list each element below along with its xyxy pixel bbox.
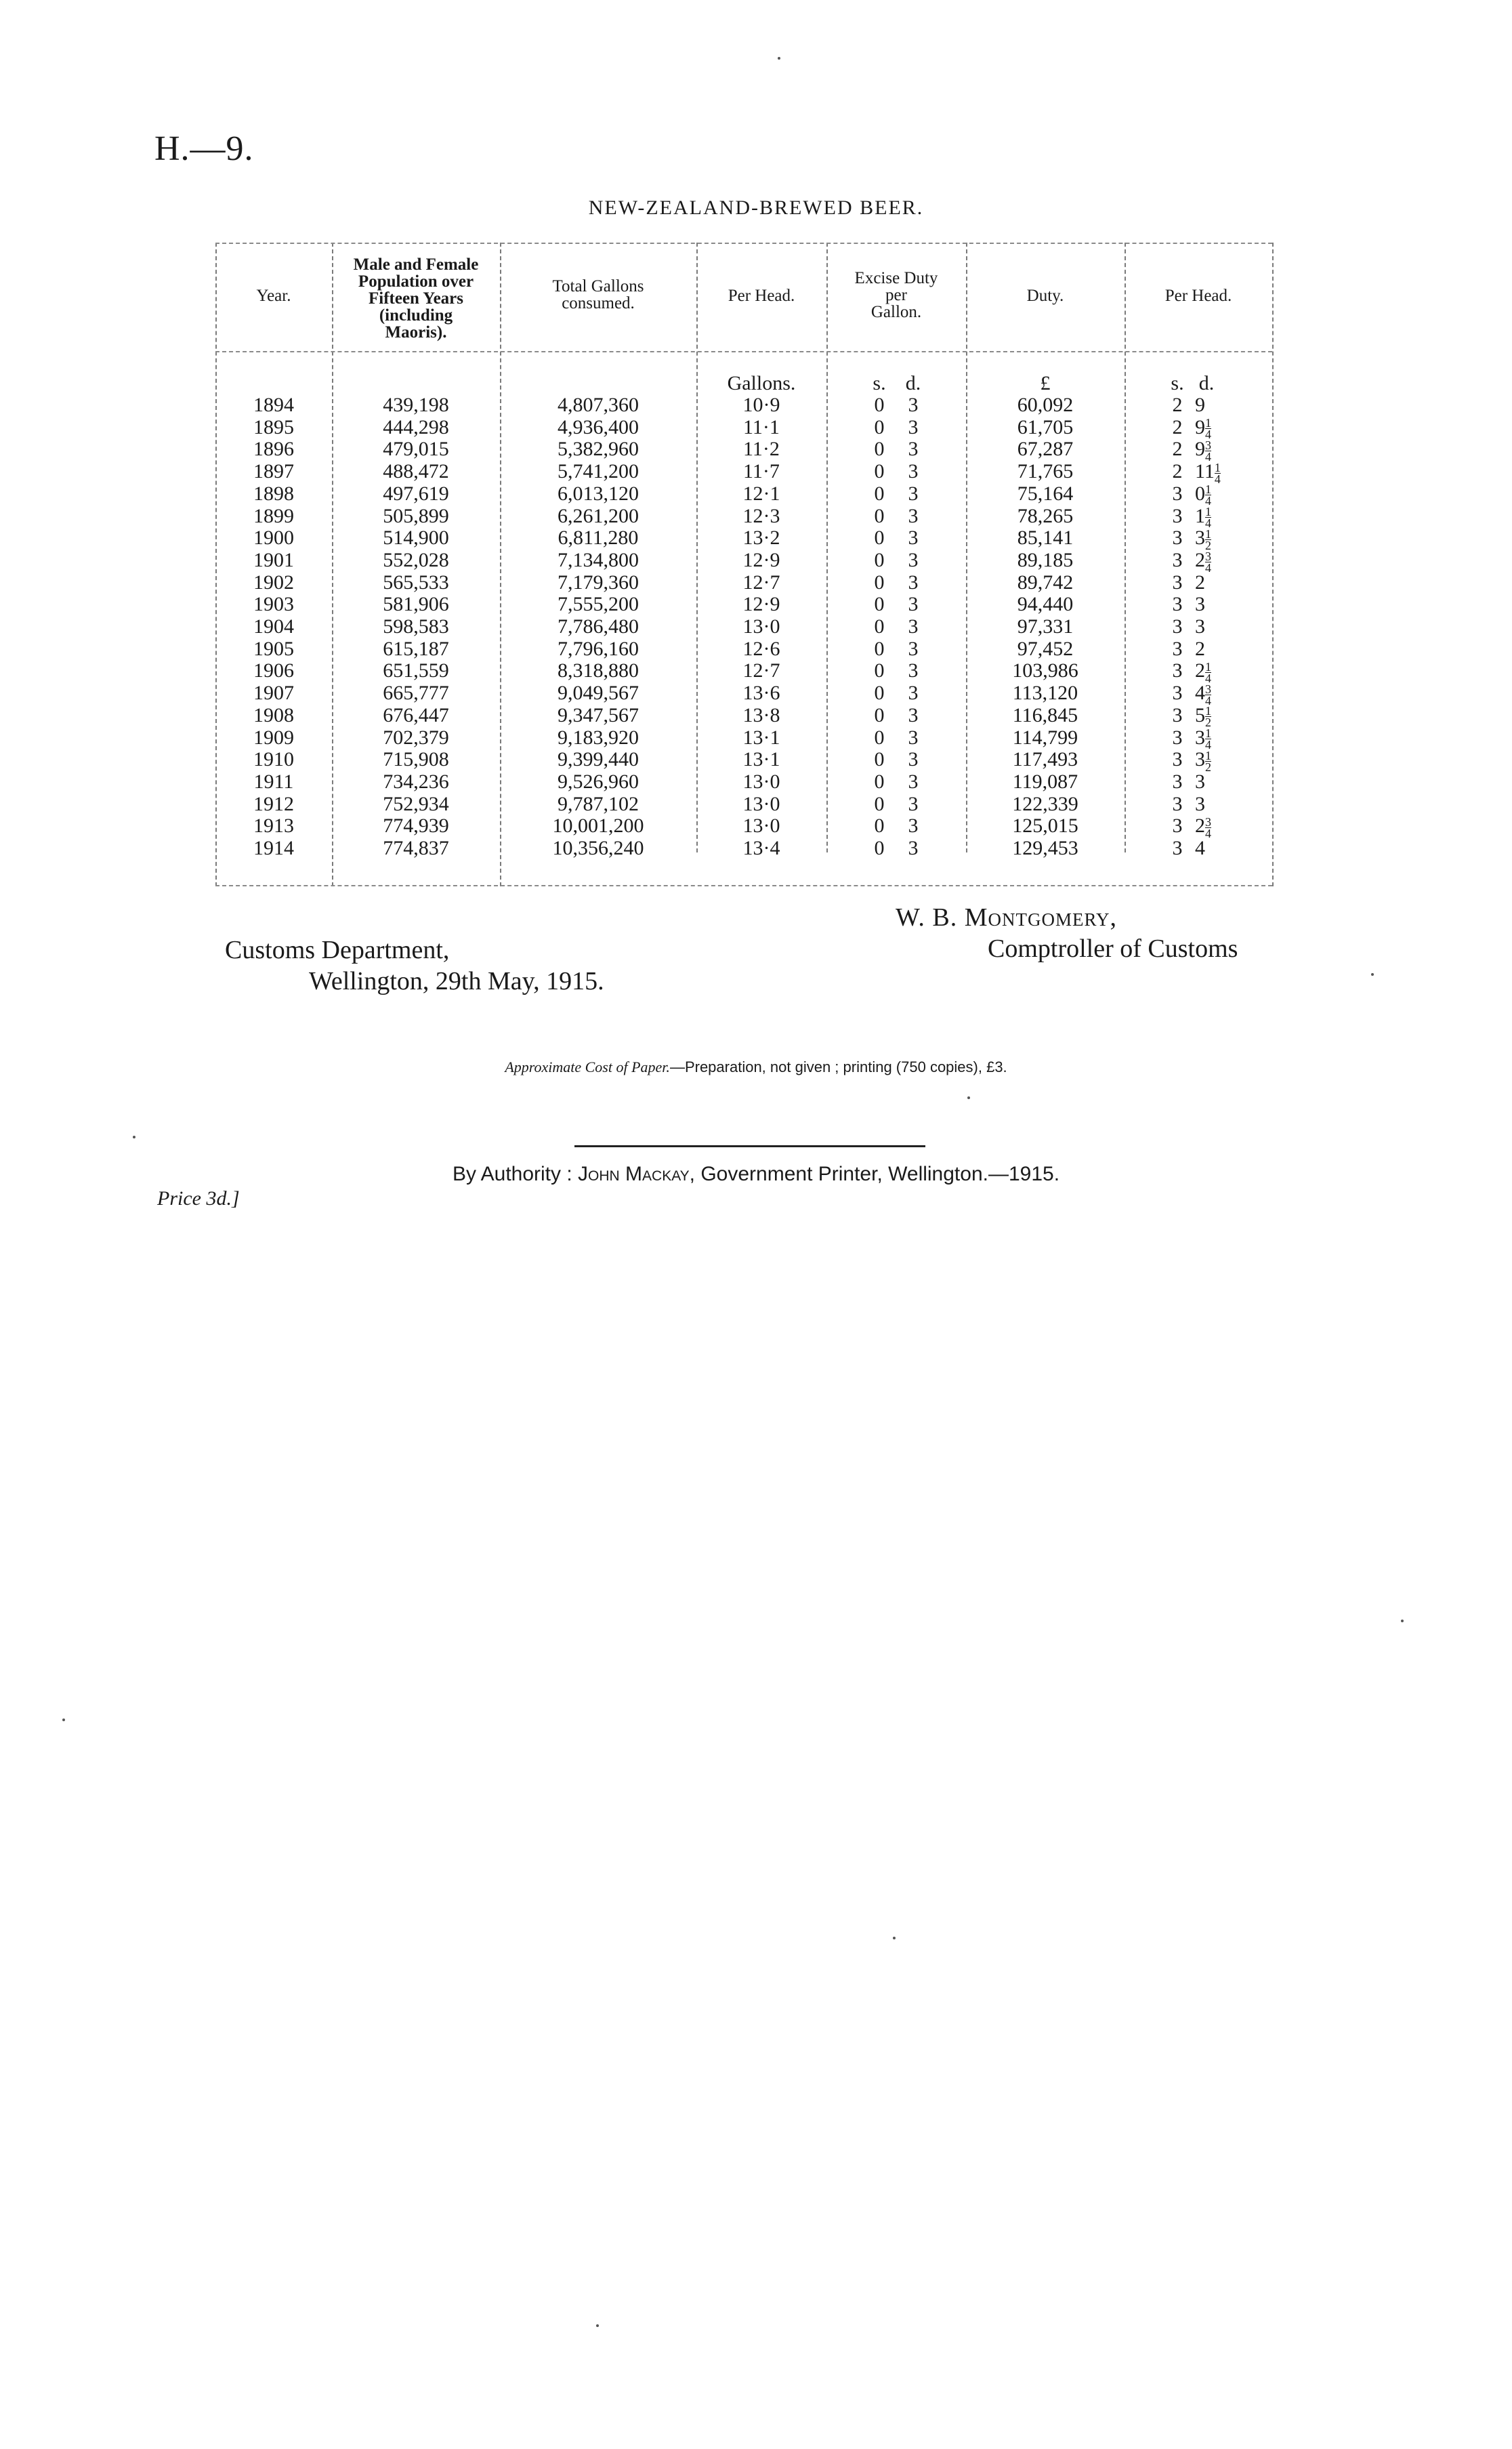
- cell-per-head-shillings: 2: [1172, 394, 1183, 416]
- cell-excise-shillings: 0: [874, 548, 885, 571]
- pence-fraction: $\frac{3}{4}$: [1205, 549, 1211, 575]
- cell-per-head: 11·7: [743, 460, 780, 483]
- cell-excise-shillings: 0: [874, 593, 885, 616]
- cell-excise-shillings: 0: [874, 394, 885, 416]
- cell-excise-pence: 3: [908, 815, 919, 838]
- cell-excise-shillings: 0: [874, 571, 885, 594]
- cell-per-head-pence: [1195, 727, 1211, 751]
- pence-fraction: $\frac{1}{4}$: [1205, 505, 1211, 531]
- cell-duty: 89,742: [1017, 571, 1074, 594]
- cell-per-head-pence: [1195, 838, 1205, 860]
- header-excise-duty: Excise Duty per Gallon.: [854, 269, 938, 321]
- cell-population: 488,472: [383, 460, 449, 483]
- cell-per-head-pence: [1195, 638, 1205, 661]
- cell-excise-pence: 3: [908, 703, 919, 726]
- cell-duty: 116,845: [1012, 703, 1078, 726]
- cell-excise-shillings: 0: [874, 615, 885, 638]
- pence-value: 1: [1195, 504, 1205, 527]
- cell-population: 598,583: [383, 615, 449, 638]
- header-per-head: Per Head.: [728, 287, 795, 305]
- header-year: Year.: [256, 287, 291, 305]
- scan-speck: [1371, 973, 1374, 976]
- cell-population: 651,559: [383, 659, 449, 682]
- cell-per-head-shillings: 3: [1172, 482, 1183, 505]
- cell-excise-shillings: 0: [874, 792, 885, 815]
- cell-excise-shillings: 0: [874, 438, 885, 461]
- cell-per-head: 12·9: [742, 548, 780, 571]
- cell-duty: 117,493: [1012, 748, 1078, 771]
- cell-population: 497,619: [383, 482, 449, 505]
- cell-population: 676,447: [383, 703, 449, 726]
- pence-value: 11: [1195, 460, 1215, 483]
- pence-value: 3: [1195, 770, 1205, 793]
- cell-gallons: 9,183,920: [558, 726, 639, 749]
- cell-excise-shillings: 0: [874, 726, 885, 749]
- cell-excise-shillings: 0: [874, 460, 885, 483]
- cell-gallons: 4,807,360: [558, 394, 639, 416]
- cell-per-head-pence: [1195, 394, 1205, 417]
- cell-excise-pence: 3: [908, 748, 919, 771]
- cell-gallons: 6,013,120: [558, 482, 639, 505]
- cell-population: 565,533: [383, 571, 449, 594]
- cell-year: 1902: [253, 571, 294, 594]
- cell-excise-pence: 3: [908, 770, 919, 793]
- cell-per-head: 10·9: [742, 394, 780, 416]
- cell-per-head-shillings: 3: [1172, 792, 1183, 815]
- cell-excise-pence: 3: [908, 593, 919, 616]
- cell-excise-shillings: 0: [874, 815, 885, 838]
- printer-authority: By Authority : John Mackay, Government Printer, Wellington.—1915.: [452, 1163, 1060, 1185]
- table-top-rule: [215, 243, 1272, 244]
- cell-population: 552,028: [383, 548, 449, 571]
- cell-per-head: 13·0: [742, 815, 780, 838]
- cell-duty: 103,986: [1012, 659, 1078, 682]
- cell-excise-shillings: 0: [874, 837, 885, 859]
- cell-per-head-shillings: 3: [1172, 659, 1183, 682]
- scan-speck: [967, 1096, 970, 1099]
- cell-per-head-shillings: 3: [1172, 748, 1183, 771]
- cell-gallons: 4,936,400: [558, 415, 639, 438]
- cell-per-head-shillings: 3: [1172, 527, 1183, 550]
- cell-gallons: 9,347,567: [558, 703, 639, 726]
- cell-year: 1912: [253, 792, 294, 815]
- cell-population: 715,908: [383, 748, 449, 771]
- cell-excise-pence: 3: [908, 548, 919, 571]
- cell-per-head-pence: [1195, 550, 1211, 573]
- cell-duty: 71,765: [1017, 460, 1074, 483]
- pence-fraction: $\frac{1}{4}$: [1205, 726, 1211, 752]
- cell-excise-pence: 3: [908, 837, 919, 859]
- table-border-right: [1272, 243, 1274, 886]
- pence-fraction: $\frac{3}{4}$: [1205, 682, 1211, 707]
- cell-duty: 78,265: [1017, 504, 1074, 527]
- cell-excise-pence: 3: [908, 482, 919, 505]
- cell-excise-pence: 3: [908, 792, 919, 815]
- cell-per-head-pence: [1195, 572, 1205, 594]
- cell-excise-shillings: 0: [874, 659, 885, 682]
- cell-per-head-pence: [1195, 705, 1211, 728]
- cell-per-head-pence: [1195, 749, 1211, 773]
- cell-gallons: 9,787,102: [558, 792, 639, 815]
- cell-excise-shillings: 0: [874, 482, 885, 505]
- header-per-head-money: Per Head.: [1164, 287, 1232, 305]
- pence-fraction: $\frac{1}{4}$: [1205, 416, 1211, 442]
- cell-gallons: 10,356,240: [552, 837, 644, 859]
- cell-gallons: 7,786,480: [558, 615, 639, 638]
- pence-fraction: $\frac{3}{4}$: [1205, 438, 1211, 464]
- cell-per-head: 13·0: [742, 770, 780, 793]
- pence-value: 2: [1195, 637, 1205, 660]
- cell-gallons: 6,811,280: [558, 527, 639, 550]
- pence-value: 2: [1195, 548, 1205, 571]
- cell-year: 1899: [253, 504, 294, 527]
- cell-year: 1895: [253, 415, 294, 438]
- cell-excise-shillings: 0: [874, 527, 885, 550]
- cell-year: 1898: [253, 482, 294, 505]
- scan-speck: [778, 57, 780, 60]
- cell-gallons: 6,261,200: [558, 504, 639, 527]
- cell-duty: 75,164: [1017, 482, 1074, 505]
- cell-gallons: 5,382,960: [558, 438, 639, 461]
- pence-value: 3: [1195, 615, 1205, 638]
- cell-population: 665,777: [383, 682, 449, 705]
- cell-excise-pence: 3: [908, 527, 919, 550]
- pence-fraction: $\frac{1}{2}$: [1205, 748, 1211, 774]
- cell-excise-shillings: 0: [874, 748, 885, 771]
- cell-year: 1914: [253, 837, 294, 859]
- pence-value: 3: [1195, 726, 1205, 749]
- cell-year: 1910: [253, 748, 294, 771]
- cell-per-head: 12·3: [742, 504, 780, 527]
- pence-value: 4: [1195, 837, 1205, 859]
- cell-gallons: 9,399,440: [558, 748, 639, 771]
- cell-per-head: 12·1: [742, 482, 780, 505]
- cell-gallons: 8,318,880: [558, 659, 639, 682]
- pence-fraction: $\frac{1}{2}$: [1205, 527, 1211, 552]
- pence-value: 3: [1195, 527, 1205, 550]
- cell-population: 505,899: [383, 504, 449, 527]
- department-date: Wellington, 29th May, 1915.: [309, 967, 604, 995]
- cell-population: 444,298: [383, 415, 449, 438]
- cell-duty: 94,440: [1017, 593, 1074, 616]
- cell-excise-pence: 3: [908, 659, 919, 682]
- cell-excise-shillings: 0: [874, 637, 885, 660]
- unit-pence: d.: [905, 372, 921, 394]
- beer-statistics-table: [215, 243, 1274, 888]
- header-total-gallons: Total Gallons consumed.: [552, 277, 644, 312]
- cell-duty: 114,799: [1012, 726, 1078, 749]
- cell-excise-shillings: 0: [874, 770, 885, 793]
- cell-per-head-pence: [1195, 506, 1211, 529]
- unit-shillings: s.: [1171, 372, 1184, 394]
- cell-gallons: 7,555,200: [558, 593, 639, 616]
- cell-year: 1901: [253, 548, 294, 571]
- cell-duty: 85,141: [1017, 527, 1074, 550]
- cell-per-head-pence: [1195, 771, 1205, 794]
- table-title: NEW-ZEALAND-BREWED BEER.: [588, 197, 924, 219]
- cell-per-head: 12·9: [742, 593, 780, 616]
- divider-rule: [574, 1145, 925, 1147]
- signature-name: W. B. Montgomery,: [896, 903, 1118, 932]
- cell-year: 1906: [253, 659, 294, 682]
- cell-population: 479,015: [383, 438, 449, 461]
- cell-year: 1905: [253, 637, 294, 660]
- unit-gallons: Gallons.: [727, 372, 796, 394]
- page-reference: H.—9.: [154, 129, 254, 168]
- column-divider: [1125, 243, 1126, 852]
- cell-year: 1908: [253, 703, 294, 726]
- cell-per-head: 11·1: [743, 415, 780, 438]
- cell-year: 1900: [253, 527, 294, 550]
- cell-per-head-shillings: 3: [1172, 703, 1183, 726]
- cell-excise-pence: 3: [908, 615, 919, 638]
- pence-value: 2: [1195, 659, 1205, 682]
- cell-per-head-shillings: 3: [1172, 548, 1183, 571]
- cell-per-head-shillings: 3: [1172, 593, 1183, 616]
- cell-per-head-pence: [1195, 616, 1205, 638]
- pence-value: 9: [1195, 415, 1205, 438]
- cell-per-head-shillings: 3: [1172, 504, 1183, 527]
- cell-per-head-pence: [1195, 594, 1205, 616]
- cell-duty: 97,452: [1017, 637, 1074, 660]
- cell-per-head-shillings: 3: [1172, 837, 1183, 859]
- unit-pounds: £: [1040, 372, 1051, 394]
- cell-per-head-shillings: 2: [1172, 438, 1183, 461]
- cell-excise-pence: 3: [908, 438, 919, 461]
- cell-per-head-shillings: 3: [1172, 770, 1183, 793]
- cell-population: 439,198: [383, 394, 449, 416]
- cell-per-head-pence: [1195, 461, 1221, 485]
- pence-value: 3: [1195, 593, 1205, 616]
- cell-per-head-pence: [1195, 794, 1205, 816]
- pence-value: 3: [1195, 792, 1205, 815]
- cost-note: Approximate Cost of Paper.—Preparation, not given ; printing (750 copies), £3.: [505, 1058, 1007, 1075]
- cell-excise-pence: 3: [908, 460, 919, 483]
- cell-per-head-pence: [1195, 438, 1211, 462]
- cell-gallons: 9,049,567: [558, 682, 639, 705]
- cell-population: 752,934: [383, 792, 449, 815]
- cell-gallons: 7,179,360: [558, 571, 639, 594]
- cell-per-head-shillings: 3: [1172, 615, 1183, 638]
- cell-per-head-pence: [1195, 660, 1211, 684]
- cell-per-head: 13·0: [742, 615, 780, 638]
- cell-year: 1907: [253, 682, 294, 705]
- cell-year: 1897: [253, 460, 294, 483]
- cell-duty: 129,453: [1012, 837, 1078, 859]
- unit-shillings: s.: [873, 372, 886, 394]
- scan-speck: [133, 1136, 135, 1138]
- cell-duty: 60,092: [1017, 394, 1074, 416]
- cell-population: 702,379: [383, 726, 449, 749]
- scan-speck: [596, 2324, 599, 2327]
- scan-speck: [62, 1719, 65, 1721]
- cell-excise-shillings: 0: [874, 682, 885, 705]
- cell-per-head: 12·7: [742, 571, 780, 594]
- cell-population: 615,187: [383, 637, 449, 660]
- pence-value: 5: [1195, 703, 1205, 726]
- cell-gallons: 5,741,200: [558, 460, 639, 483]
- cell-gallons: 7,796,160: [558, 637, 639, 660]
- pence-value: 4: [1195, 682, 1205, 705]
- pence-value: 3: [1195, 748, 1205, 771]
- cell-year: 1903: [253, 593, 294, 616]
- cell-year: 1913: [253, 815, 294, 838]
- cell-excise-pence: 3: [908, 637, 919, 660]
- cell-per-head-pence: [1195, 815, 1211, 839]
- price-note: Price 3d.]: [157, 1187, 240, 1210]
- cell-per-head: 13·4: [742, 837, 780, 859]
- cell-excise-pence: 3: [908, 682, 919, 705]
- column-divider: [826, 243, 828, 852]
- cell-duty: 97,331: [1017, 615, 1074, 638]
- cell-per-head-shillings: 3: [1172, 637, 1183, 660]
- pence-value: 2: [1195, 571, 1205, 594]
- unit-pence: d.: [1198, 372, 1215, 394]
- pence-fraction: $\frac{1}{4}$: [1205, 482, 1211, 508]
- cell-per-head-pence: [1195, 483, 1211, 507]
- cell-per-head: 12·6: [742, 637, 780, 660]
- header-rule: [215, 351, 1272, 352]
- cell-year: 1904: [253, 615, 294, 638]
- cell-per-head-shillings: 3: [1172, 571, 1183, 594]
- cell-per-head: 13·0: [742, 792, 780, 815]
- cell-population: 514,900: [383, 527, 449, 550]
- cell-per-head: 13·8: [742, 703, 780, 726]
- cell-duty: 67,287: [1017, 438, 1074, 461]
- cell-per-head-pence: [1195, 682, 1211, 706]
- cell-excise-shillings: 0: [874, 504, 885, 527]
- department-name: Customs Department,: [225, 936, 450, 964]
- header-population: Male and Female Population over Fifteen Years (including Maoris).: [353, 255, 479, 342]
- scan-speck: [893, 1937, 896, 1939]
- cell-duty: 113,120: [1012, 682, 1078, 705]
- cell-duty: 119,087: [1012, 770, 1078, 793]
- cell-year: 1894: [253, 394, 294, 416]
- cell-population: 581,906: [383, 593, 449, 616]
- cell-per-head: 13·6: [742, 682, 780, 705]
- table-bottom-rule: [215, 885, 1272, 886]
- cell-per-head: 13·2: [742, 527, 780, 550]
- cell-per-head: 13·1: [742, 726, 780, 749]
- cell-excise-pence: 3: [908, 504, 919, 527]
- cell-population: 734,236: [383, 770, 449, 793]
- cell-per-head-pence: [1195, 417, 1211, 440]
- cell-excise-shillings: 0: [874, 703, 885, 726]
- cell-duty: 61,705: [1017, 415, 1074, 438]
- pence-value: 0: [1195, 482, 1205, 505]
- cell-gallons: 9,526,960: [558, 770, 639, 793]
- scan-speck: [1401, 1620, 1404, 1622]
- pence-value: 2: [1195, 815, 1205, 838]
- cell-per-head: 12·7: [742, 659, 780, 682]
- cell-excise-shillings: 0: [874, 415, 885, 438]
- cell-per-head-shillings: 3: [1172, 815, 1183, 838]
- cell-per-head-shillings: 3: [1172, 726, 1183, 749]
- cell-per-head-shillings: 3: [1172, 682, 1183, 705]
- cell-gallons: 7,134,800: [558, 548, 639, 571]
- pence-value: 9: [1195, 394, 1205, 416]
- cell-excise-pence: 3: [908, 571, 919, 594]
- cell-population: 774,939: [383, 815, 449, 838]
- signature-title: Comptroller of Customs: [988, 934, 1238, 963]
- cell-population: 774,837: [383, 837, 449, 859]
- cell-per-head: 13·1: [742, 748, 780, 771]
- cell-per-head-shillings: 2: [1172, 415, 1183, 438]
- cell-excise-pence: 3: [908, 415, 919, 438]
- pence-fraction: $\frac{3}{4}$: [1205, 815, 1211, 840]
- cell-per-head-pence: [1195, 527, 1211, 551]
- cell-gallons: 10,001,200: [552, 815, 644, 838]
- pence-fraction: $\frac{1}{2}$: [1205, 704, 1211, 730]
- cell-year: 1896: [253, 438, 294, 461]
- pence-value: 9: [1195, 438, 1205, 461]
- cell-duty: 122,339: [1012, 792, 1078, 815]
- cell-excise-pence: 3: [908, 394, 919, 416]
- cell-excise-pence: 3: [908, 726, 919, 749]
- pence-fraction: $\frac{1}{4}$: [1214, 460, 1221, 486]
- pence-fraction: $\frac{1}{4}$: [1205, 660, 1211, 685]
- header-duty: Duty.: [1026, 287, 1064, 305]
- cell-duty: 89,185: [1017, 548, 1074, 571]
- cell-year: 1911: [253, 770, 294, 793]
- cell-per-head: 11·2: [743, 438, 780, 461]
- cell-per-head-shillings: 2: [1172, 460, 1183, 483]
- cell-year: 1909: [253, 726, 294, 749]
- cell-duty: 125,015: [1012, 815, 1078, 838]
